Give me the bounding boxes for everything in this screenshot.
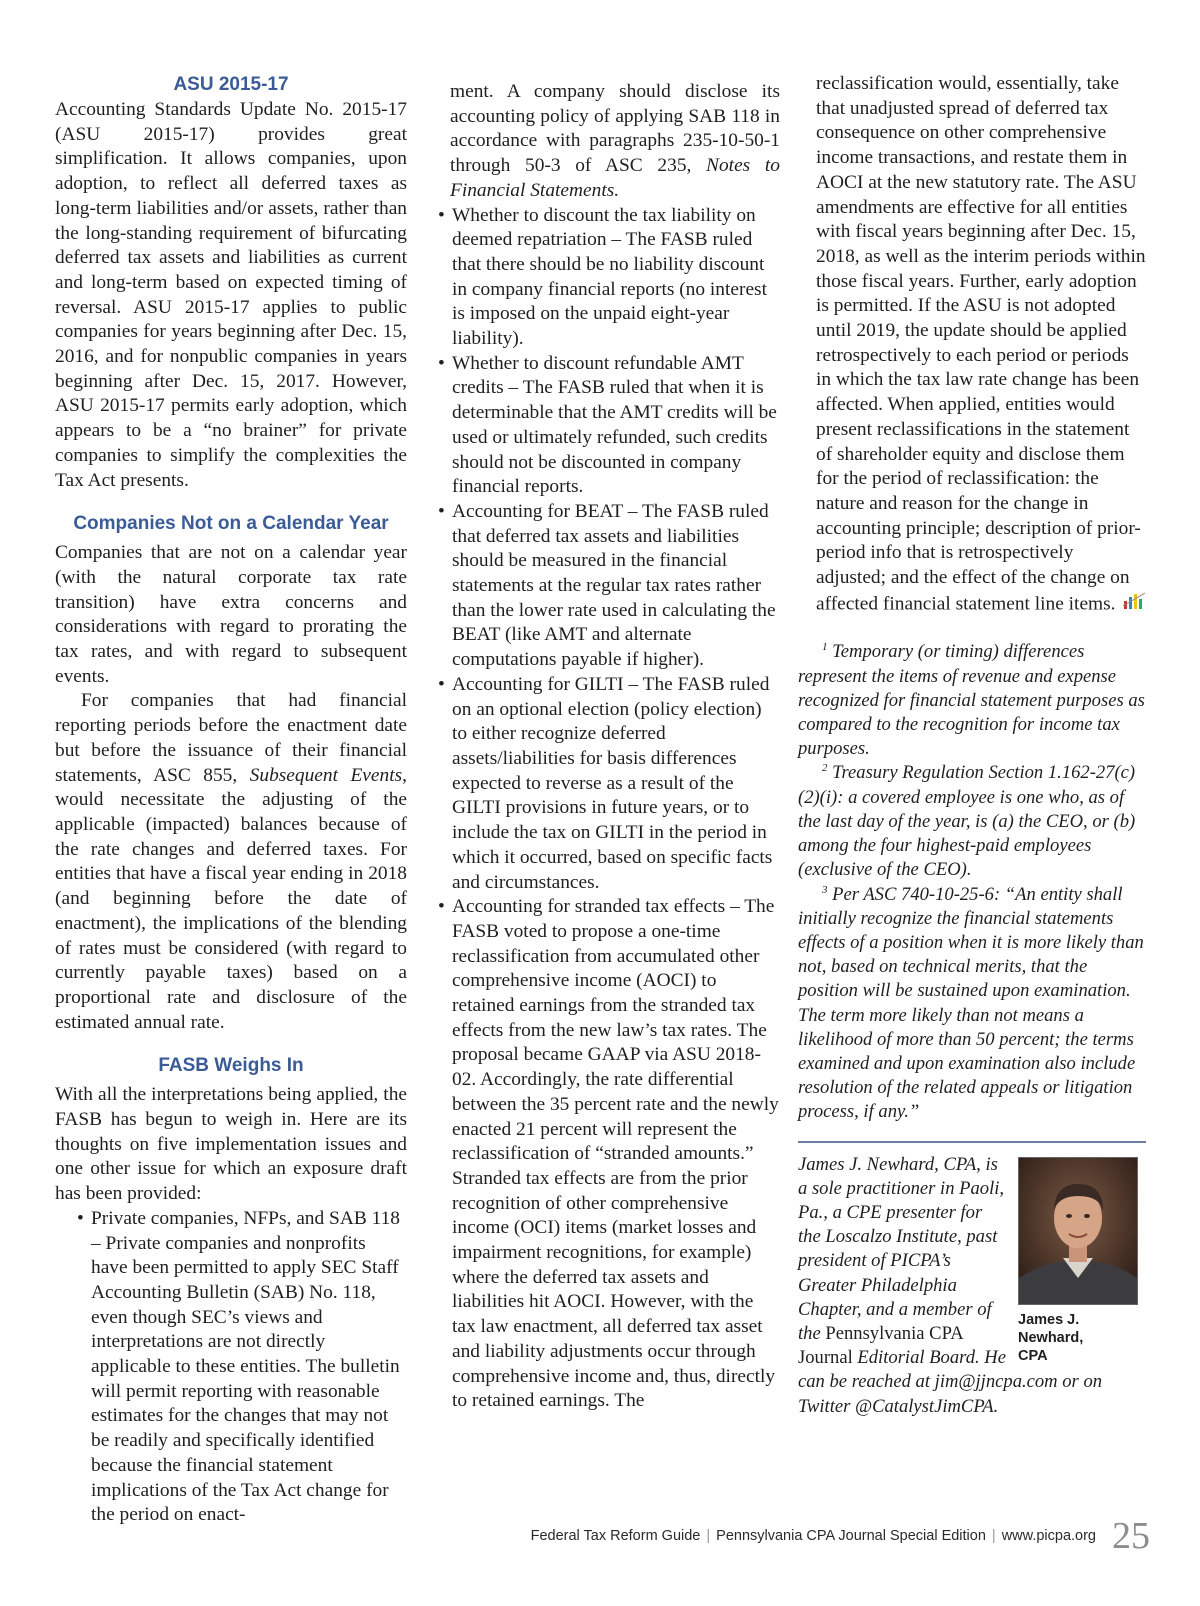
list-item: • Accounting for stranded tax effects – The FASB voted to propose a one-time reclassification from accumulated other comprehensive income (AOCI) to retained earnings from the stranded tax effects from the new law’s tax rates. The proposal became GAAP via ASU 2018-02. Accordingly, the rate differential between the 35 percent rate and the newly enacted 21 percent will represent the reclassification of “stranded amounts.” Stranded tax effects are from the prior recognition of other comprehensive income (OCI) items (market losses and impairment recognitions, for example) where the deferred tax assets and liabilities hit AOCI. However, with the tax law enactment, all deferred tax asset and liability adjustments occur through comprehensive income and, thus, directly to retained earnings. The bbox=[438, 895, 780, 1414]
notes-title: Notes to Financial Statements. bbox=[450, 155, 780, 201]
list-item: • Accounting for GILTI – The FASB ruled on an optional election (policy election) to either recognize deferred assets/liabilities for basis differences expected to reverse as a result of the GILTI provisions in future years, or to include the tax on GILTI in the period in which it occurred, based on specific facts and circumstances. bbox=[438, 673, 780, 895]
author-photo bbox=[1018, 1157, 1138, 1305]
bullet-list-col2 bbox=[438, 204, 780, 1414]
footnote-3: $^3$ Per ASC 740-10-25-6: “An entity shall initially recognize the financial statements effects of a position when it is more likely than not, based on technical merits, that the position will be sustained upon examination. The term more likely than not means a likelihood of more than 50 percent; the terms examined and upon examination also include resolution of the related appeals or litigation process, if any.” bbox=[798, 883, 1144, 1123]
column-1 bbox=[55, 72, 407, 1528]
paragraph-fasb: With all the interpretations being applied, the FASB has begun to weigh in. Here are its thoughts on five implementation issues and one other issue for which an exposure draft has been provided: bbox=[55, 1084, 407, 1205]
heading-asu-2015-17: ASU 2015-17 bbox=[173, 74, 289, 95]
subsequent-events-title: Subsequent Events bbox=[249, 764, 403, 786]
footnote-2: $^2$ Treasury Regulation Section 1.162-27(c)(2)(i): a covered employee is one who, as of the last day of the year, is (a) the CEO, or (b) among the four highest-paid employees (exclusive of the CEO). bbox=[798, 762, 1136, 881]
paragraph-calendar-2: For companies that had financial reporting periods before the enactment date but before the issuance of their financial statements, ASC 855, Subsequent Events, would necessitate the adjusting of the applicable (impacted) balances because of the rate changes and deferred taxes. For entities that have a fiscal year ending in 2018 (and beginning before the date of enactment), the implications of the blending of rates must be considered (with regard to currently payable taxes) based on a proportional rate and disclosure of the estimated annual rate. bbox=[55, 690, 407, 1033]
author-bio bbox=[798, 1153, 1146, 1419]
author-photo-block bbox=[1018, 1157, 1146, 1365]
footnote-1: $^1$ Temporary (or timing) differences represent the items of revenue and expense recognized for financial statement purposes as compared to the recognition for income tax purposes. bbox=[798, 641, 1145, 760]
list-item: • Whether to discount refundable AMT credits – The FASB ruled that when it is determinable that the AMT credits will be used or ultimately refunded, such credits should not be discounted in company financial reports. bbox=[438, 352, 780, 500]
divider bbox=[798, 1141, 1146, 1143]
bio-text: James J. Newhard, CPA, is a sole practitioner in Paoli, Pa., a CPE presenter for the Loscalzo Institute, past president of PICPA’s Greater Philadelphia Chapter, and a member of the Pennsylvania CPA Journal Editorial Board. He can be reached at jim@jjncpa.com or on Twitter @CatalystJimCPA. bbox=[798, 1153, 1103, 1417]
list-item: • Whether to discount the tax liability on deemed repatriation – The FASB ruled that there should be no liability discount in company financial reports (no interest is imposed on the unpaid eight-year liability). bbox=[438, 204, 780, 352]
list-item: • Private companies, NFPs, and SAB 118 – Private companies and nonprofits have been permitted to apply SEC Staff Accounting Bulletin (SAB) No. 118, even though SEC’s views and interpretations are not directly applicable to these entities. The bulletin will permit reporting with reasonable estimates for the changes that may not be readily and specifically identified because the financial statement implications of the Tax Act change for the period on enact- bbox=[77, 1207, 407, 1528]
footer-website: www.picpa.org bbox=[1001, 1528, 1096, 1544]
footer-separator: | bbox=[991, 1528, 996, 1544]
end-mark-icon bbox=[1122, 591, 1146, 619]
column-3 bbox=[798, 72, 1146, 1419]
heading-calendar-year: Companies Not on a Calendar Year bbox=[73, 513, 389, 535]
page-footer bbox=[0, 1514, 1150, 1557]
paragraph-continued: ment. A company should disclose its accounting policy of applying SAB 118 in accordance with paragraphs 235-10-50-1 through 50-3 of ASC 235, Notes to Financial Statements. bbox=[450, 81, 780, 201]
bullet-list-col1 bbox=[77, 1207, 407, 1528]
footer-separator: | bbox=[706, 1528, 711, 1544]
footer-guide: Federal Tax Reform Guide bbox=[530, 1528, 701, 1544]
footnotes bbox=[798, 640, 1146, 1124]
column-2 bbox=[450, 80, 780, 1414]
list-item: • Accounting for BEAT – The FASB ruled that deferred tax assets and liabilities should be measured in the financial statements at the regular tax rates rather than the lower rate used in calculating the BEAT (like AMT and alternate computations payable if higher). bbox=[438, 500, 780, 673]
heading-fasb: FASB Weighs In bbox=[158, 1055, 304, 1077]
paragraph-asu: Accounting Standards Update No. 2015-17 (ASU 2015-17) provides great simplification. It allows companies, upon adoption, to reflect all deferred taxes as long-term liabilities and/or assets, rather than the long-standing requirement of bifurcating deferred tax assets and liabilities as current and long-term based on expected timing of reversal. ASU 2015-17 applies to public companies for years beginning after Dec. 15, 2016, and for nonpublic companies in years beginning after Dec. 15, 2017. However, ASU 2015-17 permits early adoption, which appears to be a “no brainer” for private companies to simplify the complexities the Tax Act presents. bbox=[55, 99, 407, 491]
paragraph-calendar-1: Companies that are not on a calendar year (with the natural corporate tax rate transition) have extra concerns and considerations with regard to prorating the tax rates, and with regard to subsequent events. bbox=[55, 542, 407, 687]
paragraph-continued-col3: reclassification would, essentially, take that unadjusted spread of deferred tax consequence on other comprehensive income transactions, and restate them in AOCI at the new statutory rate. The ASU amendments are effective for all entities with fiscal years beginning after Dec. 15, 2018, as well as the interim periods within those fiscal years. Further, early adoption is permitted. If the ASU is not adopted until 2019, the update should be applied retrospectively to each period or periods in which the tax law rate change has been affected. When applied, entities would present reclassifications in the statement of shareholder equity and disclose them for the period of reclassification: the nature and reason for the change in accounting principle; description of prior-period info that is retrospectively adjusted; and the effect of the change on affected financial statement line items. bbox=[798, 72, 1146, 618]
page-number: 25 bbox=[1112, 1515, 1150, 1557]
footer-journal: Pennsylvania CPA Journal Special Edition bbox=[716, 1528, 986, 1544]
photo-caption: James J. Newhard, CPA bbox=[1018, 1311, 1084, 1364]
